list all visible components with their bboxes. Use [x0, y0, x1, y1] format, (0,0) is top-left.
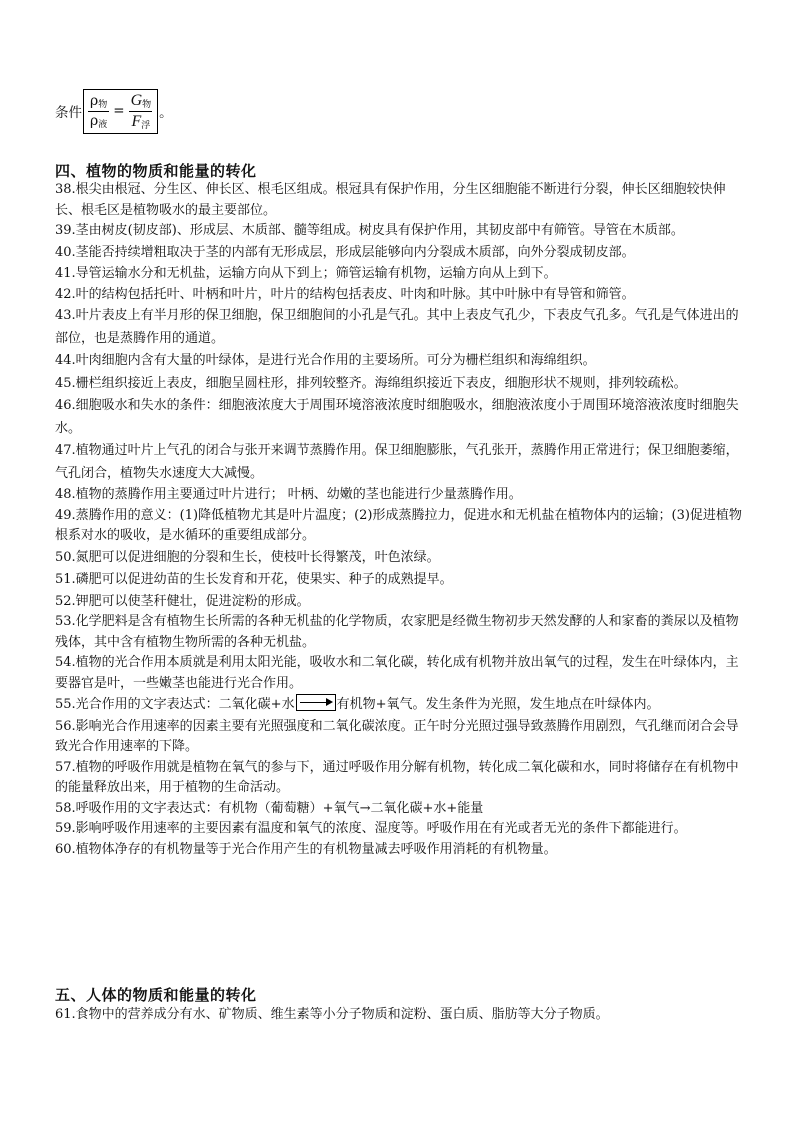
list-item: 44.叶肉细胞内含有大量的叶绿体，是进行光合作用的主要场所。可分为栅栏组织和海绵组织。 — [55, 353, 596, 368]
list-item: 39.茎由树皮(韧皮部)、形成层、木质部、髓等组成。树皮具有保护作用，其韧皮部中有筛管。导管在木质部。 — [55, 223, 684, 238]
list-item: 58.呼吸作用的文字表达式：有机物（葡萄糖）+氧气→二氧化碳+水+能量 — [55, 800, 484, 816]
list-item: 60.植物体净存的有机物量等于光合作用产生的有机物量减去呼吸作用消耗的有机物量。 — [55, 841, 557, 857]
list-item: 50.氮肥可以促进细胞的分裂和生长，使枝叶长得繁茂，叶色浓绿。 — [55, 549, 440, 565]
reaction-arrow-icon — [296, 694, 336, 711]
density-formula-box — [83, 89, 158, 134]
equals-sign: = — [113, 103, 125, 119]
section-4-list — [55, 180, 745, 860]
list-item: 46.细胞吸水和失水的条件：细胞液浓度大于周围环境溶液浓度时细胞吸水，细胞液浓度小于周围环境溶液浓度时细胞失水。 — [55, 398, 739, 436]
list-item: 51.磷肥可以促进幼苗的生长发育和开花，使果实、种子的成熟提早。 — [55, 572, 453, 587]
list-item: 45.栅栏组织接近上表皮，细胞呈圆柱形，排列较整齐。海绵组织接近下表皮，细胞形状不规则，排列较疏松。 — [55, 375, 687, 391]
list-item: 52.钾肥可以使茎秆健壮，促进淀粉的形成。 — [55, 593, 310, 609]
density-condition — [55, 86, 173, 136]
condition-suffix: 。 — [159, 105, 173, 121]
list-item: 53.化学肥料是含有植物生长所需的各种无机盐的化学物质，农家肥是经微生物初步天然发酵的人和家畜的粪尿以及植物残体，其中含有植物生物所需的各种无机盐。 — [55, 614, 739, 650]
section-4-heading: 四、植物的物质和能量的转化 — [55, 162, 257, 180]
list-item: 61.食物中的营养成分有水、矿物质、维生素等小分子物质和淀粉、蛋白质、脂肪等大分子物质。 — [55, 1007, 609, 1022]
density-ratio: $\frac{\rho_物}{\rho_液}$ — [90, 92, 108, 130]
list-item: 57.植物的呼吸作用就是植物在氧气的参与下，通过呼吸作用分解有机物，转化成二氧化碳和水，同时将储存在有机物中的能量释放出来，用于植物的生命活动。 — [55, 759, 739, 795]
section-5-list — [55, 1005, 745, 1026]
list-item: 47.植物通过叶片上气孔的闭合与张开来调节蒸腾作用。保卫细胞膨胀，气孔张开，蒸腾作用正常进行；保卫细胞萎缩，气孔闭合，植物失水速度大大减慢。 — [55, 443, 739, 481]
list-item: 38.根尖由根冠、分生区、伸长区、根毛区组成。根冠具有保护作用，分生区细胞能不断进行分裂，伸长区细胞较快伸长、根毛区是植物吸水的最主要部位。 — [55, 182, 726, 218]
list-item: 48.植物的蒸腾作用主要通过叶片进行； 叶柄、幼嫩的茎也能进行少量蒸腾作用。 — [55, 487, 522, 502]
list-item: 54.植物的光合作用本质就是利用太阳光能，吸收水和二氧化碳，转化成有机物并放出氧气的过程，发生在叶绿体内，主要器官是叶，一些嫩茎也能进行光合作用。 — [55, 655, 739, 691]
section-5-heading: 五、人体的物质和能量的转化 — [55, 986, 257, 1004]
list-item: 56.影响光合作用速率的因素主要有光照强度和二氧化碳浓度。正午时分光照过强导致蒸腾作用剧烈，气孔继而闭合会导致光合作用速率的下降。 — [55, 718, 739, 754]
list-item: 43.叶片表皮上有半月形的保卫细胞，保卫细胞间的小孔是气孔。其中上表皮气孔少，下表皮气孔多。气孔是气体进出的部位，也是蒸腾作用的通道。 — [55, 308, 739, 346]
list-item: 59.影响呼吸作用速率的主要因素有温度和氧气的浓度、湿度等。呼吸作用在有光或者无光的条件下都能进行。 — [55, 821, 687, 836]
list-item-photosynthesis-equation: 55.光合作用的文字表达式：二氧化碳+水 有机物+氧气。发生条件为光照，发生地点在叶绿体内。 — [55, 694, 745, 717]
list-item: 49.蒸腾作用的意义：(1)降低植物尤其是叶片温度；(2)形成蒸腾拉力，促进水和无机盐在植物体内的运输；(3)促进植物根系对水的吸收，是水循环的重要组成部分。 — [55, 507, 742, 543]
list-item: 42.叶的结构包括托叶、叶柄和叶片，叶片的结构包括表皮、叶肉和叶脉。其中叶脉中有导管和筛管。 — [55, 286, 635, 302]
list-item: 41.导管运输水分和无机盐，运输方向从下到上；筛管运输有机物，运输方向从上到下。 — [55, 266, 557, 281]
condition-prefix: 条件 — [55, 105, 82, 121]
list-item: 40.茎能否持续增粗取决于茎的内部有无形成层，形成层能够向内分裂成木质部，向外分裂成韧皮部。 — [55, 244, 635, 260]
force-ratio: $\frac{G_物}{F_浮}$ — [130, 91, 152, 131]
